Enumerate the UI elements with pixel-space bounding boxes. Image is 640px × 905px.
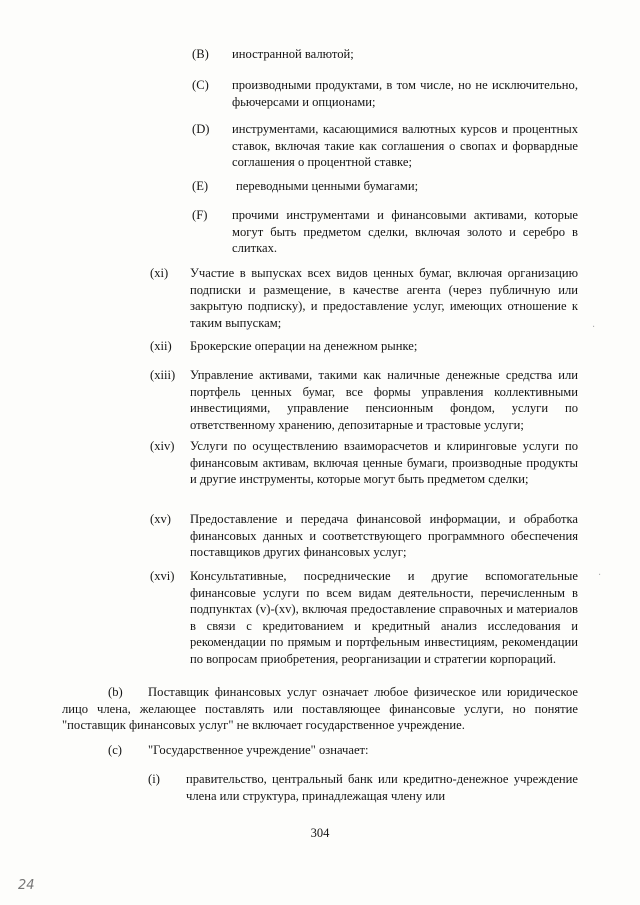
item-label: (xiv) (150, 439, 175, 453)
item-text: производными продуктами, в том числе, но не исключительно, фьючерсами и опционами; (232, 78, 578, 109)
item-label: (xvi) (150, 569, 175, 583)
scan-mark-dot: · (592, 322, 596, 333)
item-label: (xiii) (150, 368, 176, 382)
item-label: (F) (192, 208, 208, 222)
item-label: (C) (192, 78, 209, 92)
item-label: (D) (192, 122, 210, 136)
item-text: Предоставление и передача финансовой информации, и обработка финансовых данных и соответствующего программного обеспечения поставщиков других финансовых услуг; (190, 512, 578, 559)
item-text: правительство, центральный банк или кредитно-денежное учреждение члена или структура, принадлежащая члену или (186, 772, 578, 803)
item-label: (xi) (150, 266, 169, 280)
item-text: Брокерские операции на денежном рынке; (190, 339, 418, 353)
scan-mark-dot: · (598, 570, 602, 581)
handwritten-note: 24 (18, 878, 35, 893)
item-label: (xii) (150, 339, 172, 353)
item-text: Услуги по осуществлению взаиморасчетов и клиринговые услуги по финансовым активам, включая ценные бумаги, производные продукты и другие инструменты, которые могут быть предметом сделки; (190, 439, 578, 486)
item-label: (i) (148, 772, 160, 786)
item-text: "Государственное учреждение" означает: (148, 743, 369, 757)
item-text: Консультативные, посреднические и другие вспомогательные финансовые услуги по всем видам деятельности, перечисленным в подпунктах (v)-(xv), включая предоставление справочных и материалов в связи с кредитованием и кредитный анализ исследования и рекомендации по прямым и портфельным инвестициям, рекомендации по вопросам приобретения, реорганизации и стратегии корпораций. (190, 569, 578, 666)
item-text: прочими инструментами и финансовыми активами, которые могут быть предметом сделки, включая золото и серебро в слитках. (232, 208, 578, 255)
item-text: инструментами, касающимися валютных курсов и процентных ставок, включая такие как соглашения о свопах и форвардные соглашения о процентной ставке; (232, 122, 578, 169)
item-text: Участие в выпусках всех видов ценных бумаг, включая организацию подписки и размещение, в качестве агента (через публичную или закрытую подписку), и предоставление услуг, имеющих отношение к таким выпускам; (190, 266, 578, 330)
page-number: 304 (310, 826, 330, 840)
item-text: Управление активами, такими как наличные денежные средства или портфель ценных бумаг, все формы управления коллективными инвестициями, управление пенсионным фондом, услуги по ответственному хранению, депозитарные и трастовые услуги; (190, 368, 578, 432)
item-label: (c) (108, 743, 122, 757)
item-label: (b) (108, 685, 123, 699)
item-label: (B) (192, 47, 209, 61)
item-text: иностранной валютой; (232, 47, 354, 61)
item-label: (E) (192, 179, 209, 193)
item-label: (xv) (150, 512, 171, 526)
item-text: переводными ценными бумагами; (236, 179, 419, 193)
item-text: Поставщик финансовых услуг означает любое физическое или юридическое лицо члена, желающее поставлять или поставляющее финансовые услуги, но понятие "поставщик финансовых услуг" не включает государственное учреждение. (62, 685, 578, 732)
